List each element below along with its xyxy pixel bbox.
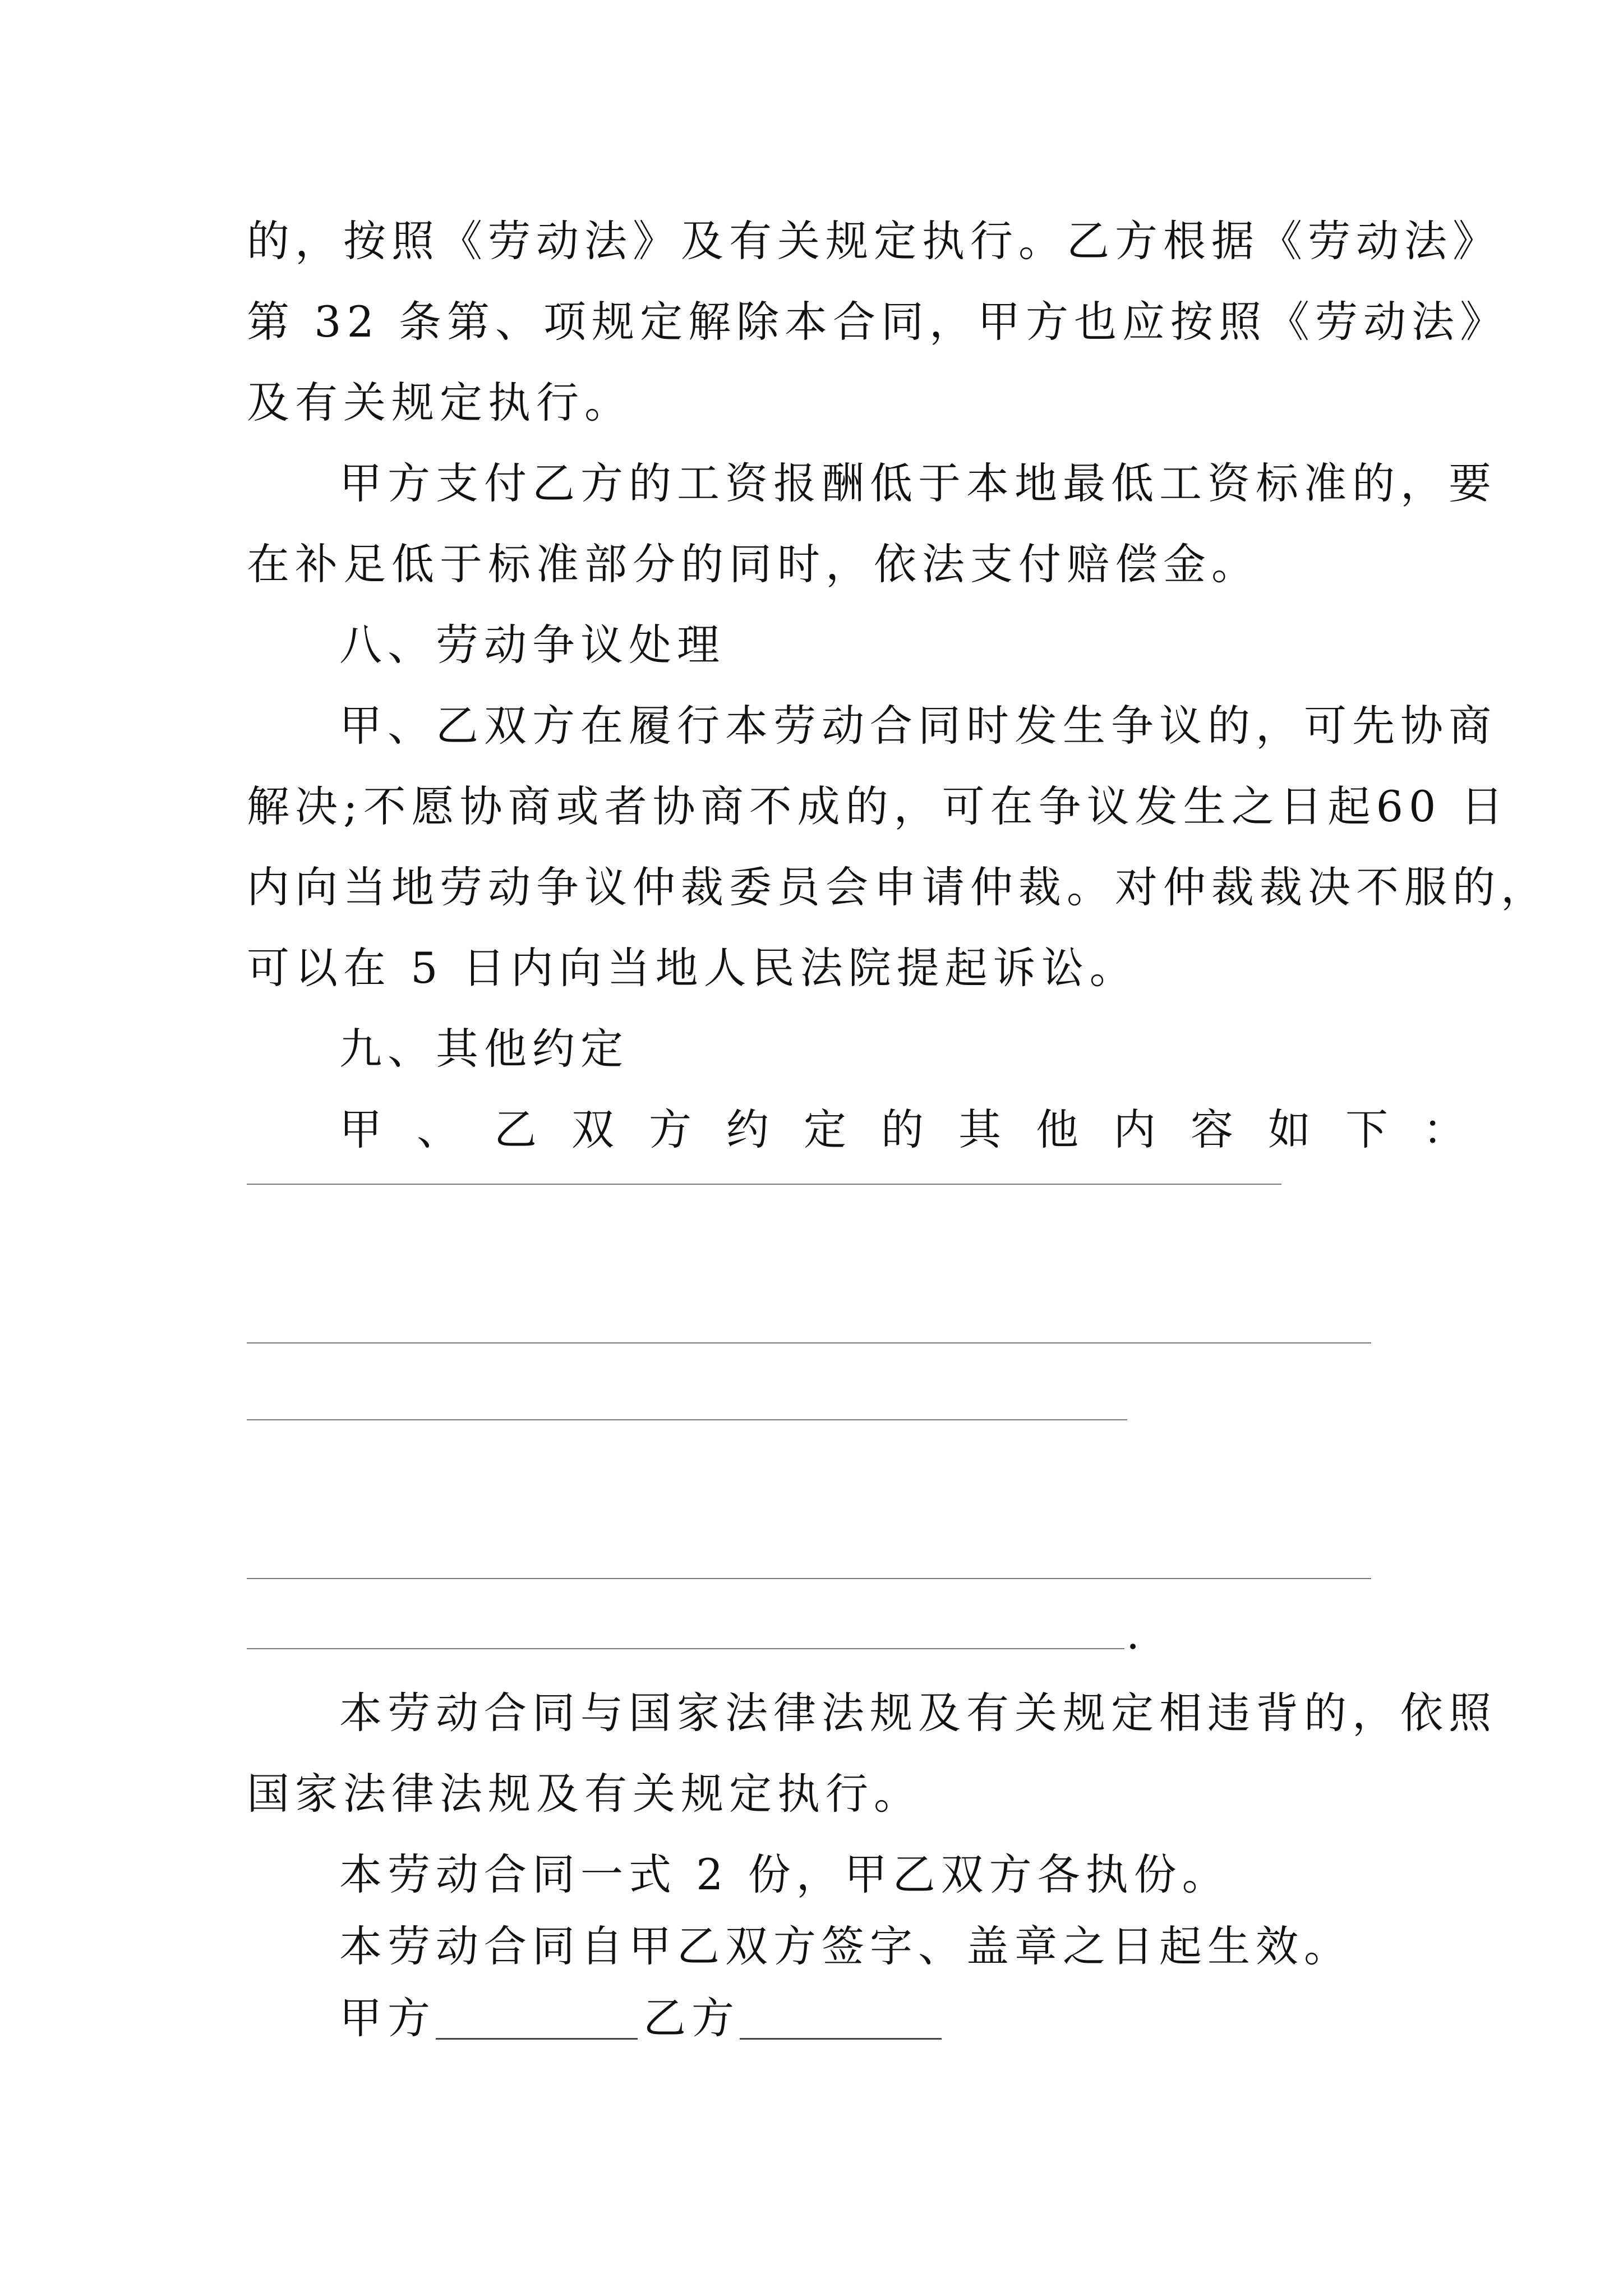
fill-in-line <box>247 1578 1371 1579</box>
fill-in-line <box>247 1648 1124 1649</box>
paragraph-line: 的，按照《劳动法》及有关规定执行。乙方根据《劳动法》 <box>247 216 1501 266</box>
section-heading: 八、劳动争议处理 <box>339 620 725 670</box>
paragraph-line: 解决;不愿协商或者协商不成的，可在争议发生之日起60 日 <box>247 781 1509 831</box>
paragraph-line: 本劳动合同自甲乙双方签字、盖章之日起生效。 <box>339 1921 1352 1971</box>
paragraph-line: 及有关规定执行。 <box>247 378 633 427</box>
paragraph-line: 本劳动合同与国家法律法规及有关规定相违背的，依照 <box>339 1688 1497 1738</box>
fill-in-line <box>247 1184 1281 1185</box>
paragraph-line: 可以在 5 日内向当地人民法院提起诉讼。 <box>247 943 1138 993</box>
paragraph-line: 本劳动合同一式 2 份，甲乙双方各执份。 <box>339 1849 1230 1899</box>
section-heading: 九、其他约定 <box>339 1024 629 1074</box>
party-b-label: 乙方 <box>643 1993 740 2043</box>
paragraph-line: 甲、乙双方约定的其他内容如下： <box>339 1105 1500 1154</box>
paragraph-line: 甲方支付乙方的工资报酬低于本地最低工资标准的，要 <box>339 458 1497 508</box>
paragraph-line: 甲、乙双方在履行本劳动合同时发生争议的，可先协商 <box>339 701 1497 751</box>
party-a-label: 甲方 <box>339 1993 436 2043</box>
fill-in-period: . <box>1126 1609 1140 1659</box>
signature-row <box>339 1993 947 2043</box>
paragraph-line: 在补足低于标准部分的同时，依法支付赔偿金。 <box>247 539 1260 589</box>
paragraph-line: 第 32 条第、项规定解除本合同，甲方也应按照《劳动法》 <box>247 297 1509 347</box>
paragraph-line: 国家法律法规及有关规定执行。 <box>247 1769 922 1819</box>
fill-in-line <box>247 1419 1127 1420</box>
fill-in-line <box>247 1342 1371 1343</box>
party-a-signature-line <box>436 2001 638 2040</box>
party-b-signature-line <box>740 2001 942 2040</box>
paragraph-line: 内向当地劳动争议仲裁委员会申请仲裁。对仲裁裁决不服的， <box>247 862 1549 912</box>
